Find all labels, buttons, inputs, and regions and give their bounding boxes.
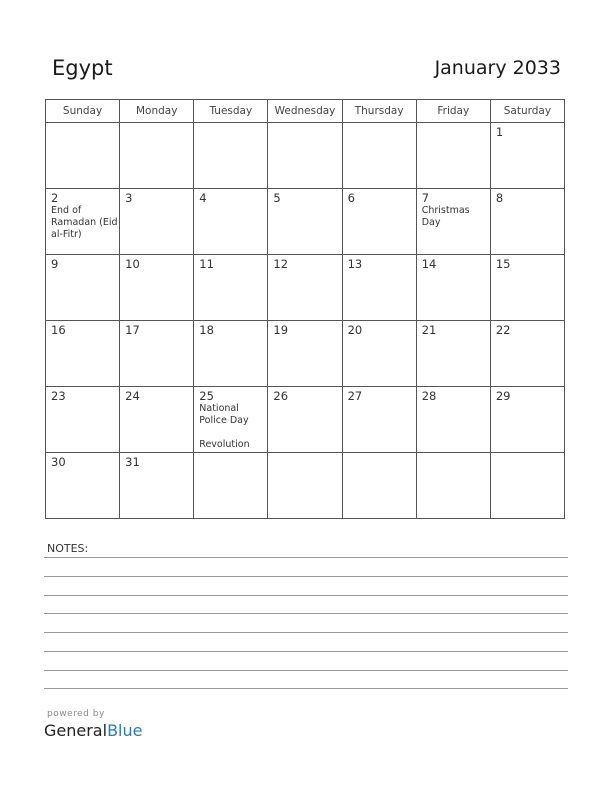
day-number: 16 [51,323,66,337]
day-number: 23 [51,389,66,403]
note-line [44,557,568,558]
day-cell [194,255,268,321]
day-cell [342,255,416,321]
day-cell [46,387,120,453]
day-number: 31 [125,455,140,469]
day-cell [490,321,564,387]
day-cell [194,123,268,189]
calendar-grid [45,99,565,519]
day-number: 15 [495,257,511,271]
day-cell [46,123,120,189]
day-cell [46,255,120,321]
day-number: 12 [273,257,289,271]
day-cell [342,123,416,189]
note-line [44,595,568,596]
day-number: 2 [51,191,59,205]
week-row [46,255,565,321]
day-number: 27 [347,389,363,403]
day-number: 13 [347,257,363,271]
day-number: 7 [421,191,430,205]
day-number: 17 [125,323,140,337]
day-cell [194,321,268,387]
week-row [46,123,565,189]
day-number: 19 [273,323,289,337]
brand-general: General [44,721,108,740]
day-number: 9 [51,257,59,271]
day-cell [46,189,120,255]
note-line [44,632,568,633]
day-cell [490,123,564,189]
note-line [44,651,568,652]
day-number: 11 [199,257,214,271]
day-cell [46,453,120,519]
day-number: 10 [125,257,140,271]
week-row [46,189,565,255]
weekday-header: Wednesday [268,100,342,123]
weekday-header: Saturday [490,100,564,123]
day-number: 29 [495,389,511,403]
day-number: 21 [421,323,437,337]
day-cell [194,387,268,453]
day-cell [120,321,194,387]
weekday-header: Thursday [342,100,416,123]
weekday-header: Tuesday [194,100,268,123]
day-number: 30 [51,455,66,469]
day-cell [120,123,194,189]
holiday-label: National Police Day [199,403,249,426]
day-cell [268,123,342,189]
note-line [44,688,568,689]
day-cell [416,453,490,519]
week-row [46,321,565,387]
day-cell [268,387,342,453]
notes-label: NOTES: [47,542,89,555]
week-row [46,453,565,519]
day-cell [342,321,416,387]
day-cell [490,387,564,453]
brand-blue: Blue [107,721,143,740]
day-cell [268,255,342,321]
day-cell [120,255,194,321]
month-year-title: January 2033 [434,57,561,79]
day-cell [490,255,564,321]
day-cell [194,189,268,255]
holiday-label: Christmas Day [421,205,470,228]
country-title: Egypt [52,56,113,80]
holiday-label: Revolution [199,439,250,450]
day-cell [120,189,194,255]
day-number: 24 [125,389,140,403]
day-number: 18 [199,323,214,337]
day-cell [342,387,416,453]
day-cell [416,387,490,453]
day-cell [268,453,342,519]
week-row [46,387,565,453]
day-cell [490,453,564,519]
brand-logo[interactable] [44,721,142,740]
note-line [44,613,568,614]
day-cell [120,387,194,453]
day-cell [416,189,490,255]
day-number: 22 [495,323,511,337]
day-cell [416,321,490,387]
day-number: 26 [273,389,289,403]
day-cell [194,453,268,519]
day-number: 28 [421,389,437,403]
day-number: 4 [199,191,207,205]
day-cell [268,189,342,255]
note-line [44,576,568,577]
day-cell [342,453,416,519]
day-cell [120,453,194,519]
day-number: 1 [495,125,504,139]
weekday-header-row [46,100,565,123]
day-number: 5 [273,191,281,205]
day-number: 20 [347,323,363,337]
weekday-header: Sunday [46,100,120,123]
day-cell [416,123,490,189]
weekday-header: Monday [120,100,194,123]
day-number: 14 [421,257,437,271]
note-line [44,670,568,671]
day-number: 8 [495,191,504,205]
day-number: 25 [199,389,214,403]
day-cell [416,255,490,321]
day-cell [342,189,416,255]
day-cell [46,321,120,387]
day-number: 6 [347,191,355,205]
powered-by-text: powered by [47,709,105,719]
holiday-label: End of Ramadan (Eid al-Fitr) [51,205,118,240]
day-number: 3 [125,191,133,205]
weekday-header: Friday [416,100,490,123]
day-cell [490,189,564,255]
day-cell [268,321,342,387]
